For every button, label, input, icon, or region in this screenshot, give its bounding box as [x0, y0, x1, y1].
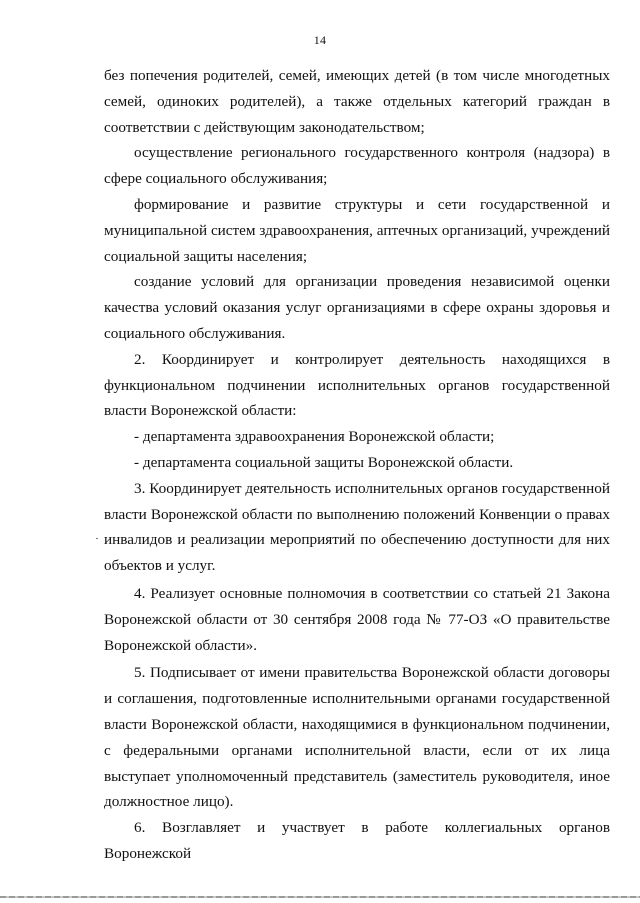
paragraph-item-6: 6. Возглавляет и участвует в работе коллегиальных органов Воронежской [104, 819, 610, 862]
paragraph-healthcare-network: формирование и развитие структуры и сети государственной и муниципальной систем здравоохранения, аптечных организаций, учреждений социальной защиты населения; [104, 195, 610, 265]
paragraph-item-5: 5. Подписывает от имени правительства Воронежской области договоры и соглашения, подготовленные исполнительными органами государственной власти Воронежской области, находящимися в функциональном подчинении, с федеральными органами исполнительной власти, если от их лица выступает уполномоченный представитель (заместитель руководителя, иное должностное лицо). [104, 664, 610, 811]
paragraph-regional-control: осуществление регионального государственного контроля (надзора) в сфере социального обслуживания; [104, 144, 610, 188]
document-body [104, 63, 610, 867]
paragraph-item-4: 4. Реализует основные полномочия в соответствии со статьей 21 Закона Воронежской области от 30 сентября 2008 года № 77-ОЗ «О правительстве Воронежской области». [104, 584, 610, 654]
paragraph-item-2: 2. Координирует и контролирует деятельность находящихся в функциональном подчинении исполнительных органов государственной власти Воронежской области: [104, 350, 610, 420]
paragraph-item-3: 3. Координирует деятельность исполнительных органов государственной власти Воронежской области по выполнению положений Конвенции о правах инвалидов и реализации мероприятий по обеспечению доступности для них объектов и услуг. [104, 479, 610, 575]
list-item-health-department: - департамента здравоохранения Воронежской области; [134, 428, 495, 446]
scan-bottom-edge [0, 896, 640, 898]
paragraph-continuation: без попечения родителей, семей, имеющих детей (в том числе многодетных семей, одиноких родителей), а также отдельных категорий граждан в соответствии с действующим законодательством; [104, 67, 610, 136]
page-number: 14 [313, 33, 327, 47]
scan-speck [96, 538, 98, 539]
list-item-social-department: - департамента социальной защиты Воронежской области. [134, 453, 514, 471]
paragraph-quality-assessment: создание условий для организации проведения независимой оценки качества условий оказания услуг организациями в сфере охраны здоровья и социального обслуживания. [104, 273, 610, 342]
